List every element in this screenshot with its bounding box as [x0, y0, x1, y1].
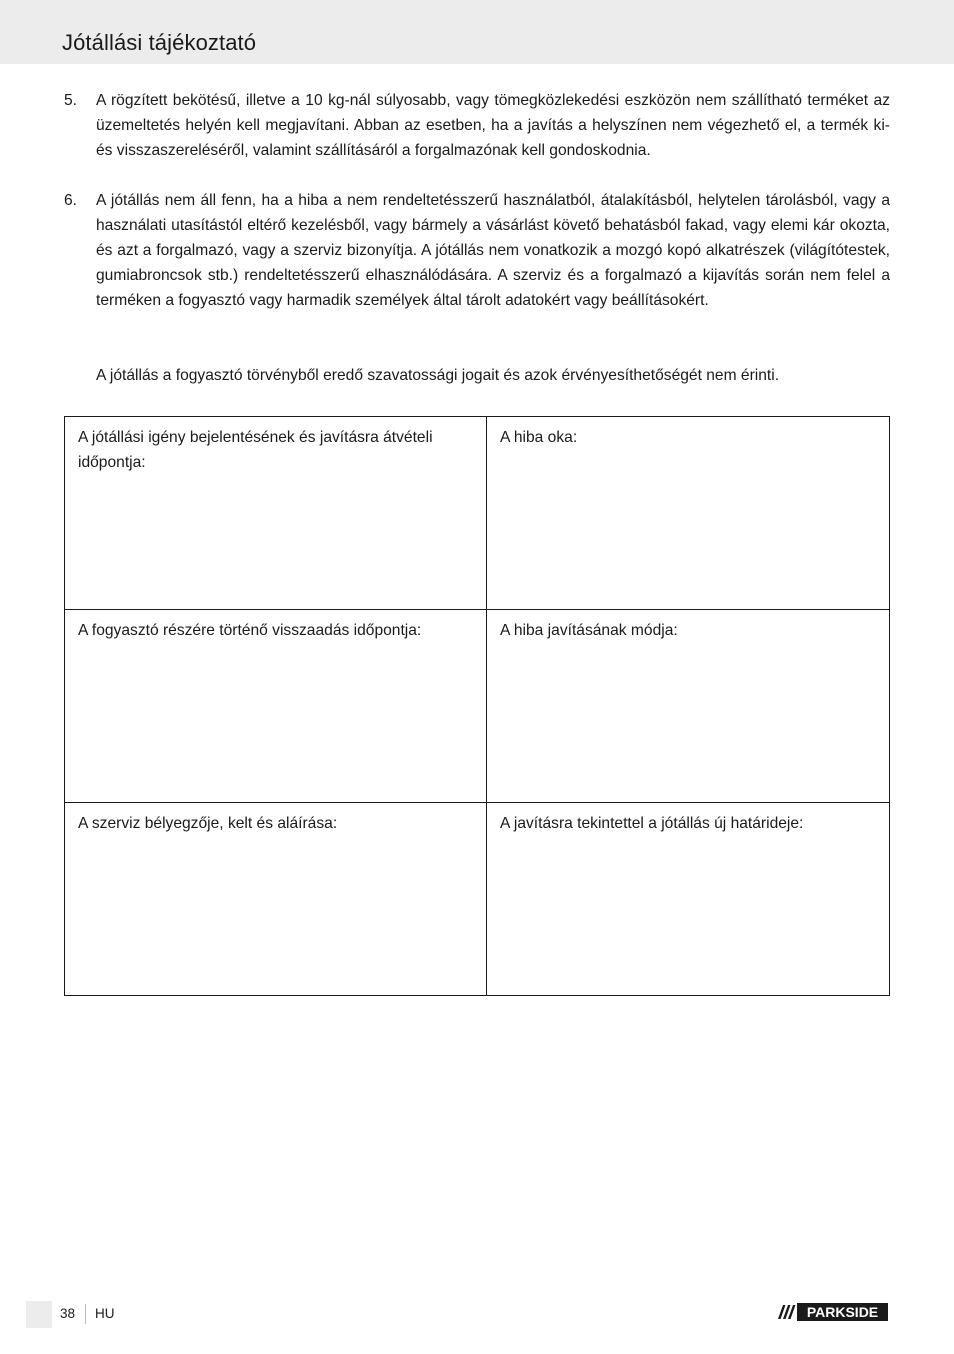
- form-cell: A jótállási igény bejelentésének és javításra átvételi időpontja:: [65, 417, 487, 610]
- table-row: [65, 610, 890, 803]
- note-paragraph: A jótállás a fogyasztó törvényből eredő szavatossági jogait és azok érvényesíthetőségét nem érinti.: [96, 367, 780, 384]
- form-cell: A hiba javításának módja:: [487, 610, 890, 803]
- item-number: 5.: [64, 92, 78, 109]
- list-item: [64, 188, 890, 313]
- form-cell: A javításra tekintettel a jótállás új határideje:: [487, 803, 890, 996]
- page-number: 38: [60, 1306, 76, 1321]
- item-text: A jótállás nem áll fenn, ha a hiba a nem rendeltetésszerű használatból, átalakításból, helytelen tárolásból, vagy a használati utasítástól eltérő kezelésből, vagy bármely a vásárlást követő behatásból fakad, vagy elemi kár okozta, és azt a forgalmazó, vagy a szerviz bizonyítja. A jótállás nem vonatkozik a mozgó kopó alkatrészek (világítótestek, gumiabroncsok stb.) rendeltetésszerű elhasználódására. A szerviz és a forgalmazó a kijavítás során nem felel a terméken a fogyasztó vagy harmadik személyek által tárolt adatokért vagy beállításokért.: [96, 192, 890, 309]
- form-cell: A fogyasztó részére történő visszaadás időpontja:: [65, 610, 487, 803]
- footer-marker: [26, 1301, 52, 1328]
- table-row: [65, 417, 890, 610]
- page-title: Jótállási tájékoztató: [62, 30, 257, 55]
- table-row: [65, 803, 890, 996]
- list-item: [64, 88, 890, 163]
- item-text: A rögzített bekötésű, illetve a 10 kg-nál súlyosabb, vagy tömegközlekedési eszközön nem szállítható terméket az üzemeltetés helyén kell megjavítani. Abban az esetben, ha a javítás a helyszínen nem végezhető el, a termék ki- és visszaszereléséről, valamint szállításáról a forgalmazónak kell gondoskodnia.: [96, 92, 890, 159]
- form-cell: A szerviz bélyegzője, kelt és aláírása:: [65, 803, 487, 996]
- form-cell: A hiba oka:: [487, 417, 890, 610]
- item-number: 6.: [64, 192, 78, 209]
- language-code: HU: [95, 1306, 115, 1321]
- footer-divider: [85, 1304, 86, 1324]
- warranty-form-table: [64, 416, 890, 996]
- brand-text: PARKSIDE: [806, 1304, 879, 1320]
- parkside-logo: [776, 1303, 888, 1321]
